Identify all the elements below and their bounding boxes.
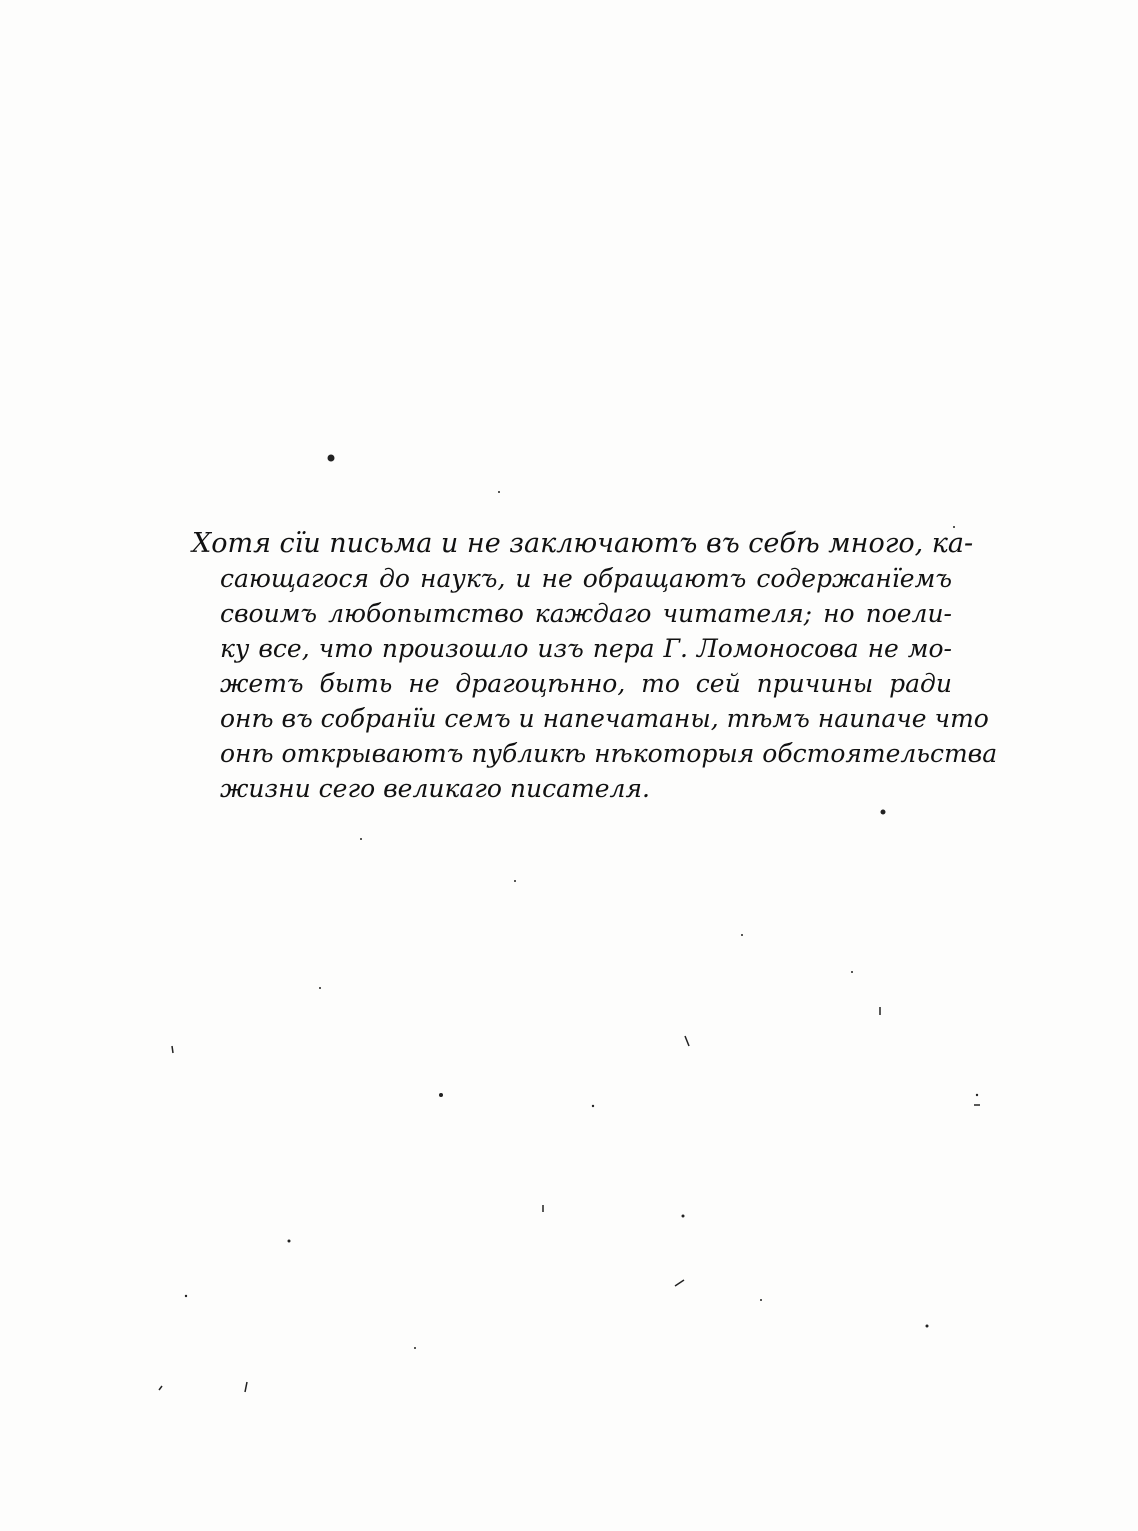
text-line: Хотя сïи письма и не заключаютъ въ себѣ много, ка- <box>192 528 974 559</box>
text-line: сающагося до наукъ, и не обращаютъ содержанïемъ <box>220 564 952 593</box>
text-line: онѣ открываютъ публикѣ нѣкоторыя обстоятельства <box>220 739 998 768</box>
body-paragraph <box>192 526 998 806</box>
text-line: своимъ любопытство каждаго читателя; но поели- <box>220 599 952 628</box>
text-line: онѣ въ собранïи семъ и напечатаны, тѣмъ наипаче что <box>220 704 989 733</box>
text-line: жизни сего великаго писателя. <box>220 774 650 803</box>
text-line: ку все, что произошло изъ пера Г. Ломоносова не мо- <box>220 634 952 663</box>
text-line: жетъ быть не драгоцѣнно, то сей причины ради <box>220 669 952 698</box>
